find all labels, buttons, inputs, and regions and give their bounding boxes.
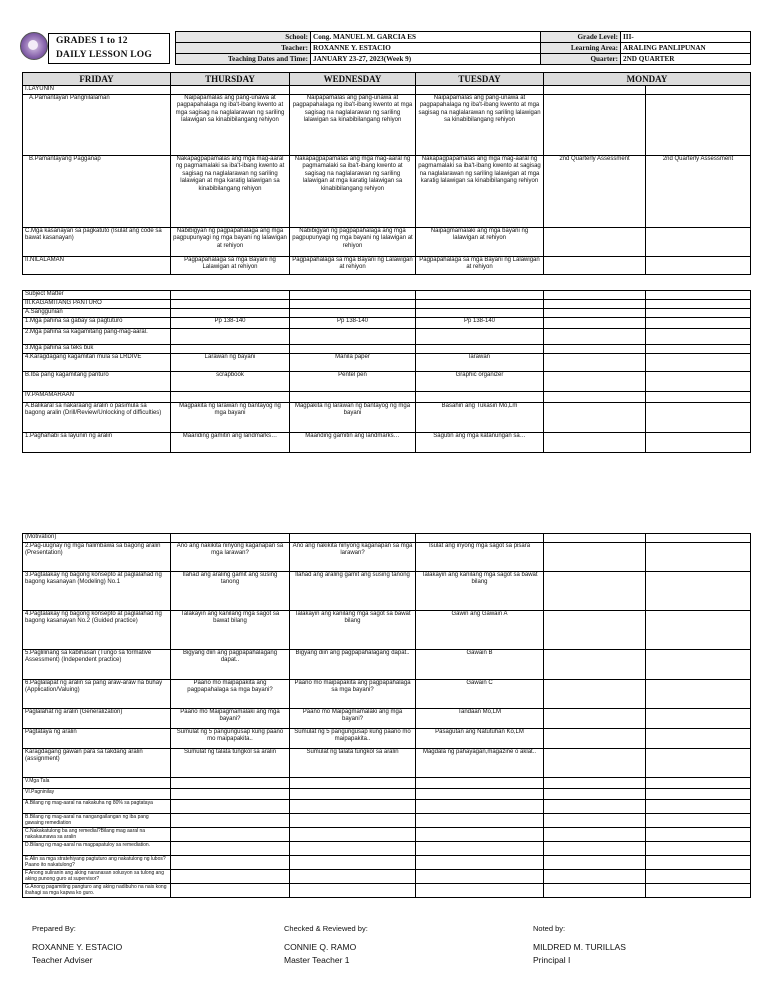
noted-by-title: Principal I [533,955,571,965]
reflection-e: E.Alin sa mga stratehiyang pagtuturo ang nakatulong ng lubos?Paano ito nakatulong? [23,856,171,870]
reflection-d: D.Bilang ng mag-aaral na magpapatuloy sa remediation. [23,842,171,856]
info-table [175,31,751,65]
modeling-text: Ilahad ang araling gamit ang susing tanong [290,572,416,611]
presentation-text: Isulat ang inyong mga sagot sa pisara [416,543,544,572]
balik-aral-text: Magpakita ng larawan ng bantayog ng mga bayani [290,403,416,433]
school-value: Cong. MANUEL M. GARCIA ES [311,32,541,43]
pagtataya-text: Pasagutan ang Natutuhan Ko,LM [416,729,544,749]
generalization-text: Paano mo Maipagmamalaki ang mga bayani? [171,709,290,729]
checked-by-label: Checked & Reviewed by: [284,924,368,933]
lrdive-label: 4.Karagdagang kagamitan mula sa LRDIVE [23,354,171,372]
lrdive-item: larawan [416,354,544,372]
application-text: Gawain C [416,680,544,709]
guided-practice-text: Talakayin ang kanilang mga sagot sa bawat bilang [290,611,416,650]
grade-label: Grade Level: [541,32,621,43]
paghahabi-text: Maariding gamitin ang landmarks… [290,433,416,453]
pagtataya-label: Pagtataya ng aralin [23,729,171,749]
presentation-label: 2.Pag-uugnay ng mga halimbawa sa bagong aralin (Presentation) [23,543,171,572]
quarter-value: 2ND QUARTER [621,54,751,65]
day-tuesday: TUESDAY [416,73,544,86]
presentation-text: Ano ang nakikita ninyong kaganapan sa mga larawan? [290,543,416,572]
school-label: School: [176,32,311,43]
kasanayan-text: Naipagmamalaki ang mga bayani ng lalawigan at rehiyon [416,228,544,257]
day-monday: MONDAY [544,73,751,86]
reflection-c: C.Nakakatulong ba ang remedial?Bilang mag aaral na nakakaunawa sa aralin [23,828,171,842]
kagamitan-item: Graphic organizer [416,372,544,392]
grade-value: III- [621,32,751,43]
application-label: 6.Paglalapat ng aralin sa pang araw-araw na buhay (Application/Valuing) [23,680,171,709]
balik-aral-text: Magpakita ng larawan ng bantayog ng mga bayani [171,403,290,433]
seal-center [28,40,38,50]
header-title: GRADES 1 to 12 [56,36,128,46]
teksbuk-label: 3.Mga pahina sa teks buk [23,345,171,354]
independent-practice-text: Bigyang diin ang pagpapahalagang dapat.. [290,650,416,680]
kagamitan-item: Pentel pen [290,372,416,392]
gabay-pages: Pp 138-140 [290,318,416,329]
objectives-table [22,85,751,275]
kasanayan-text: Nabibigyan ng pagpapahalaga ang mga pagpupunyagi ng mga bayani ng lalawigan at rehiyon [171,228,290,257]
independent-practice-text: Gawain B [416,650,544,680]
guided-practice-text: Talakayin ang kanilang mga sagot sa bawat bilang [171,611,290,650]
pagganap-text: Nakapagpapamalas ang mga mag-aaral ng pagmamalaki sa iba't-ibang kwento at sagisag na naglalarawan ng sariling lalawigan at mga karatig lalawigan sa kinabibilangang rehiyon [290,156,416,228]
motivation-label: (Motivation) [23,534,171,543]
assessment-text: 2nd Quarterly Assessment [646,156,751,228]
prepared-by-name: ROXANNE Y. ESTACIO [32,942,123,952]
day-wednesday: WEDNESDAY [290,73,416,86]
pagganap-label: B.Pamantayang Pagganap [23,156,171,228]
reflection-a: A.Bilang ng mag-aaral na nakakuha ng 80% sa pagtataya [23,800,171,814]
pang-mag-aaral-label: 2.Mga pahina sa kagamitang pang-mag-aaral. [23,329,171,345]
modeling-text: Ilahad ang araling gamit ang susing tanong [171,572,290,611]
quarter-label: Quarter: [541,54,621,65]
noted-by-label: Noted by: [533,924,566,933]
gabay-label: 1.Mga pahina sa gabay sa pagtuturo [23,318,171,329]
kasanayan-label: C.Mga kasanayan sa pagkatuto (Isulat ang code sa bawat kasanayan) [23,228,171,257]
pamantayan-label: A.Pamantayan Pangnilalaman [23,95,171,156]
assignment-text: Sumulat ng talata tungkol sa aralin [290,749,416,778]
paghahabi-text: Maariding gamitin ang landmarks… [171,433,290,453]
guided-practice-text: Gawin ang Gawain A [416,611,544,650]
dates-value: JANUARY 23-27, 2023(Week 9) [311,54,541,65]
assignment-text: Magdala ng pahayagan,magazine o aklat.. [416,749,544,778]
reflection-f: F.Anong suliranin ang aking naranasan solusyon sa tulong ang aking punong guro at supervisor? [23,870,171,884]
gabay-pages: Pp 138-140 [416,318,544,329]
iba-pang-kagamitan-label: B.Iba pang kagamitang panturo [23,372,171,392]
independent-practice-text: Bigyang diin ang pagpapahalagang dapat.. [171,650,290,680]
pagtataya-text: Sumulat ng 5 pangungusap kung paano mo maipapakita.. [290,729,416,749]
assessment-text: 2nd Quarterly Assessment [544,156,646,228]
kasanayan-text: Nabibigyan ng pagpapahalaga ang mga pagpupunyagi ng mga bayani ng lalawigan at rehiyon [290,228,416,257]
assignment-text: Sumulat ng talata tungkol sa aralin [171,749,290,778]
nilalaman-text: Pagpapahalaga sa mga Bayani ng Lalawigan at rehiyon [290,257,416,275]
pagganap-text: Nakapagpapamalas ang mga mag-aaral ng pagmamalaki sa iba't-ibang kwento at sagisag na naglalarawan ng sariling lalawigan at mga karatig lalawigan sa kinabibilangang rehiyon [416,156,544,228]
pagninilay-label: VI.Pagninilay [23,789,171,800]
presentation-text: Ano ang nakikita ninyong kaganapan sa mga larawan? [171,543,290,572]
checked-by-name: CONNIE Q. RAMO [284,942,357,952]
paghahabi-label: 1.Paghahabi sa layunin ng aralin [23,433,171,453]
subject-matter: Subject Matter [23,291,171,300]
sanggunian-heading: A.Sanggunian [23,309,171,318]
nilalaman-text: Pagpapahalaga sa mga Bayani ng Lalawigan at rehiyon [171,257,290,275]
teacher-value: ROXANNE Y. ESTACIO [311,43,541,54]
pamamaraan-heading: IV.PAMAMARAAN [23,392,171,403]
layunin-heading: I.LAYUNIN [23,86,171,95]
assignment-label: Karagdagang gawain para sa takdang aralin (assignment) [23,749,171,778]
checked-by-title: Master Teacher 1 [284,955,350,965]
days-header [22,72,751,86]
teacher-label: Teacher: [176,43,311,54]
independent-practice-label: 5.Paglilinang sa kabihasan (Tungo sa formative Assessment) (Independent practice) [23,650,171,680]
generalization-label: Paglalahat ng aralin (Generalization) [23,709,171,729]
area-value: ARALING PANLIPUNAN [621,43,751,54]
prepared-by-label: Prepared By: [32,924,76,933]
mga-tala-label: V.Mga Tala [23,778,171,789]
pagtataya-text: Sumulat ng 5 pangungusap kung paano mo maipapakita.. [171,729,290,749]
generalization-text: Tandaan Mo,LM [416,709,544,729]
application-text: Paano mo maipapakita ang pagpapahalaga sa mga bayani? [171,680,290,709]
lrdive-item: Manila paper [290,354,416,372]
nilalaman-label: II.NILALAMAN [23,257,171,275]
gabay-pages: Pp 138-140 [171,318,290,329]
modeling-label: 3.Pagtalakay ng bagong konsepto at paglalahad ng bagong kasanayan (Modeling) No.1 [23,572,171,611]
paghahabi-text: Sagutin ang mga katanungan sa… [416,433,544,453]
prepared-by-title: Teacher Adviser [32,955,93,965]
deped-seal-logo [20,32,48,60]
header-subtitle: DAILY LESSON LOG [56,50,152,60]
procedure-table [22,533,751,898]
kagamitan-item: scrapbook [171,372,290,392]
guided-practice-label: 4.Pagtalakay ng bagong konsepto at paglalahad ng bagong kasanayan No.2 (Guided practice) [23,611,171,650]
area-label: Learning Area: [541,43,621,54]
noted-by-name: MILDRED M. TURILLAS [533,942,626,952]
day-friday: FRIDAY [23,73,171,86]
day-thursday: THURSDAY [171,73,290,86]
reflection-g: G.Anong pagamiting pangturo ang aking nadibuho na nais kong ibahagi sa mga kapwa ko guro. [23,884,171,898]
balik-aral-text: Basahin ang Tukasin Mo,Lm [416,403,544,433]
nilalaman-text: Pagpapahalaga sa mga Bayani ng Lalawigan at rehiyon [416,257,544,275]
pamantayan-text: Naipapamalas ang pang-unawa at pagpapahalaga ng iba't-ibang kwento at mga sagisag na naglalarawan ng sariling lalawigan sa kinabibilangang rehiyon [416,95,544,156]
pamantayan-text: Naipapamalas ang pang-unawa at pagpapahalaga ng iba't-ibang kwento at mga sagisag na naglalarawan ng sariling lalawigan sa kinabibilangang rehiyon [290,95,416,156]
pagganap-text: Nakapagpapamalas ang mga mag-aaral ng pagmamalaki sa iba't-ibang kwento at sagisag na naglalarawan ng sariling lalawigan at mga karatig lalawigan sa kinabibilangang rehiyon [171,156,290,228]
application-text: Paano mo maipapakita ang pagpapahalaga sa mga bayani? [290,680,416,709]
balik-aral-label: A.Balikaral sa nakaraang aralin o pasimula sa bagong aralin (Drill/Review/Unlocking of difficulties) [23,403,171,433]
lrdive-item: Larawan ng bayani [171,354,290,372]
materials-table [22,290,751,453]
reflection-b: B.Bilang ng mag-aaral na nangangailangan ng iba pang gawaing remediation [23,814,171,828]
kagamitan-heading: III.KAGAMITANG PANTURO [23,300,171,309]
generalization-text: Paano mo Maipagmamalaki ang mga bayani? [290,709,416,729]
modeling-text: Talakayin ang kanilang mga sagot sa bawat bilang [416,572,544,611]
dates-label: Teaching Dates and Time: [176,54,311,65]
pamantayan-text: Naipapamalas ang pang-unawa at pagpapahalaga ng iba't-ibang kwento at mga sagisag na naglalarawan ng sariling lalawigan sa kinabibilangang rehiyon [171,95,290,156]
